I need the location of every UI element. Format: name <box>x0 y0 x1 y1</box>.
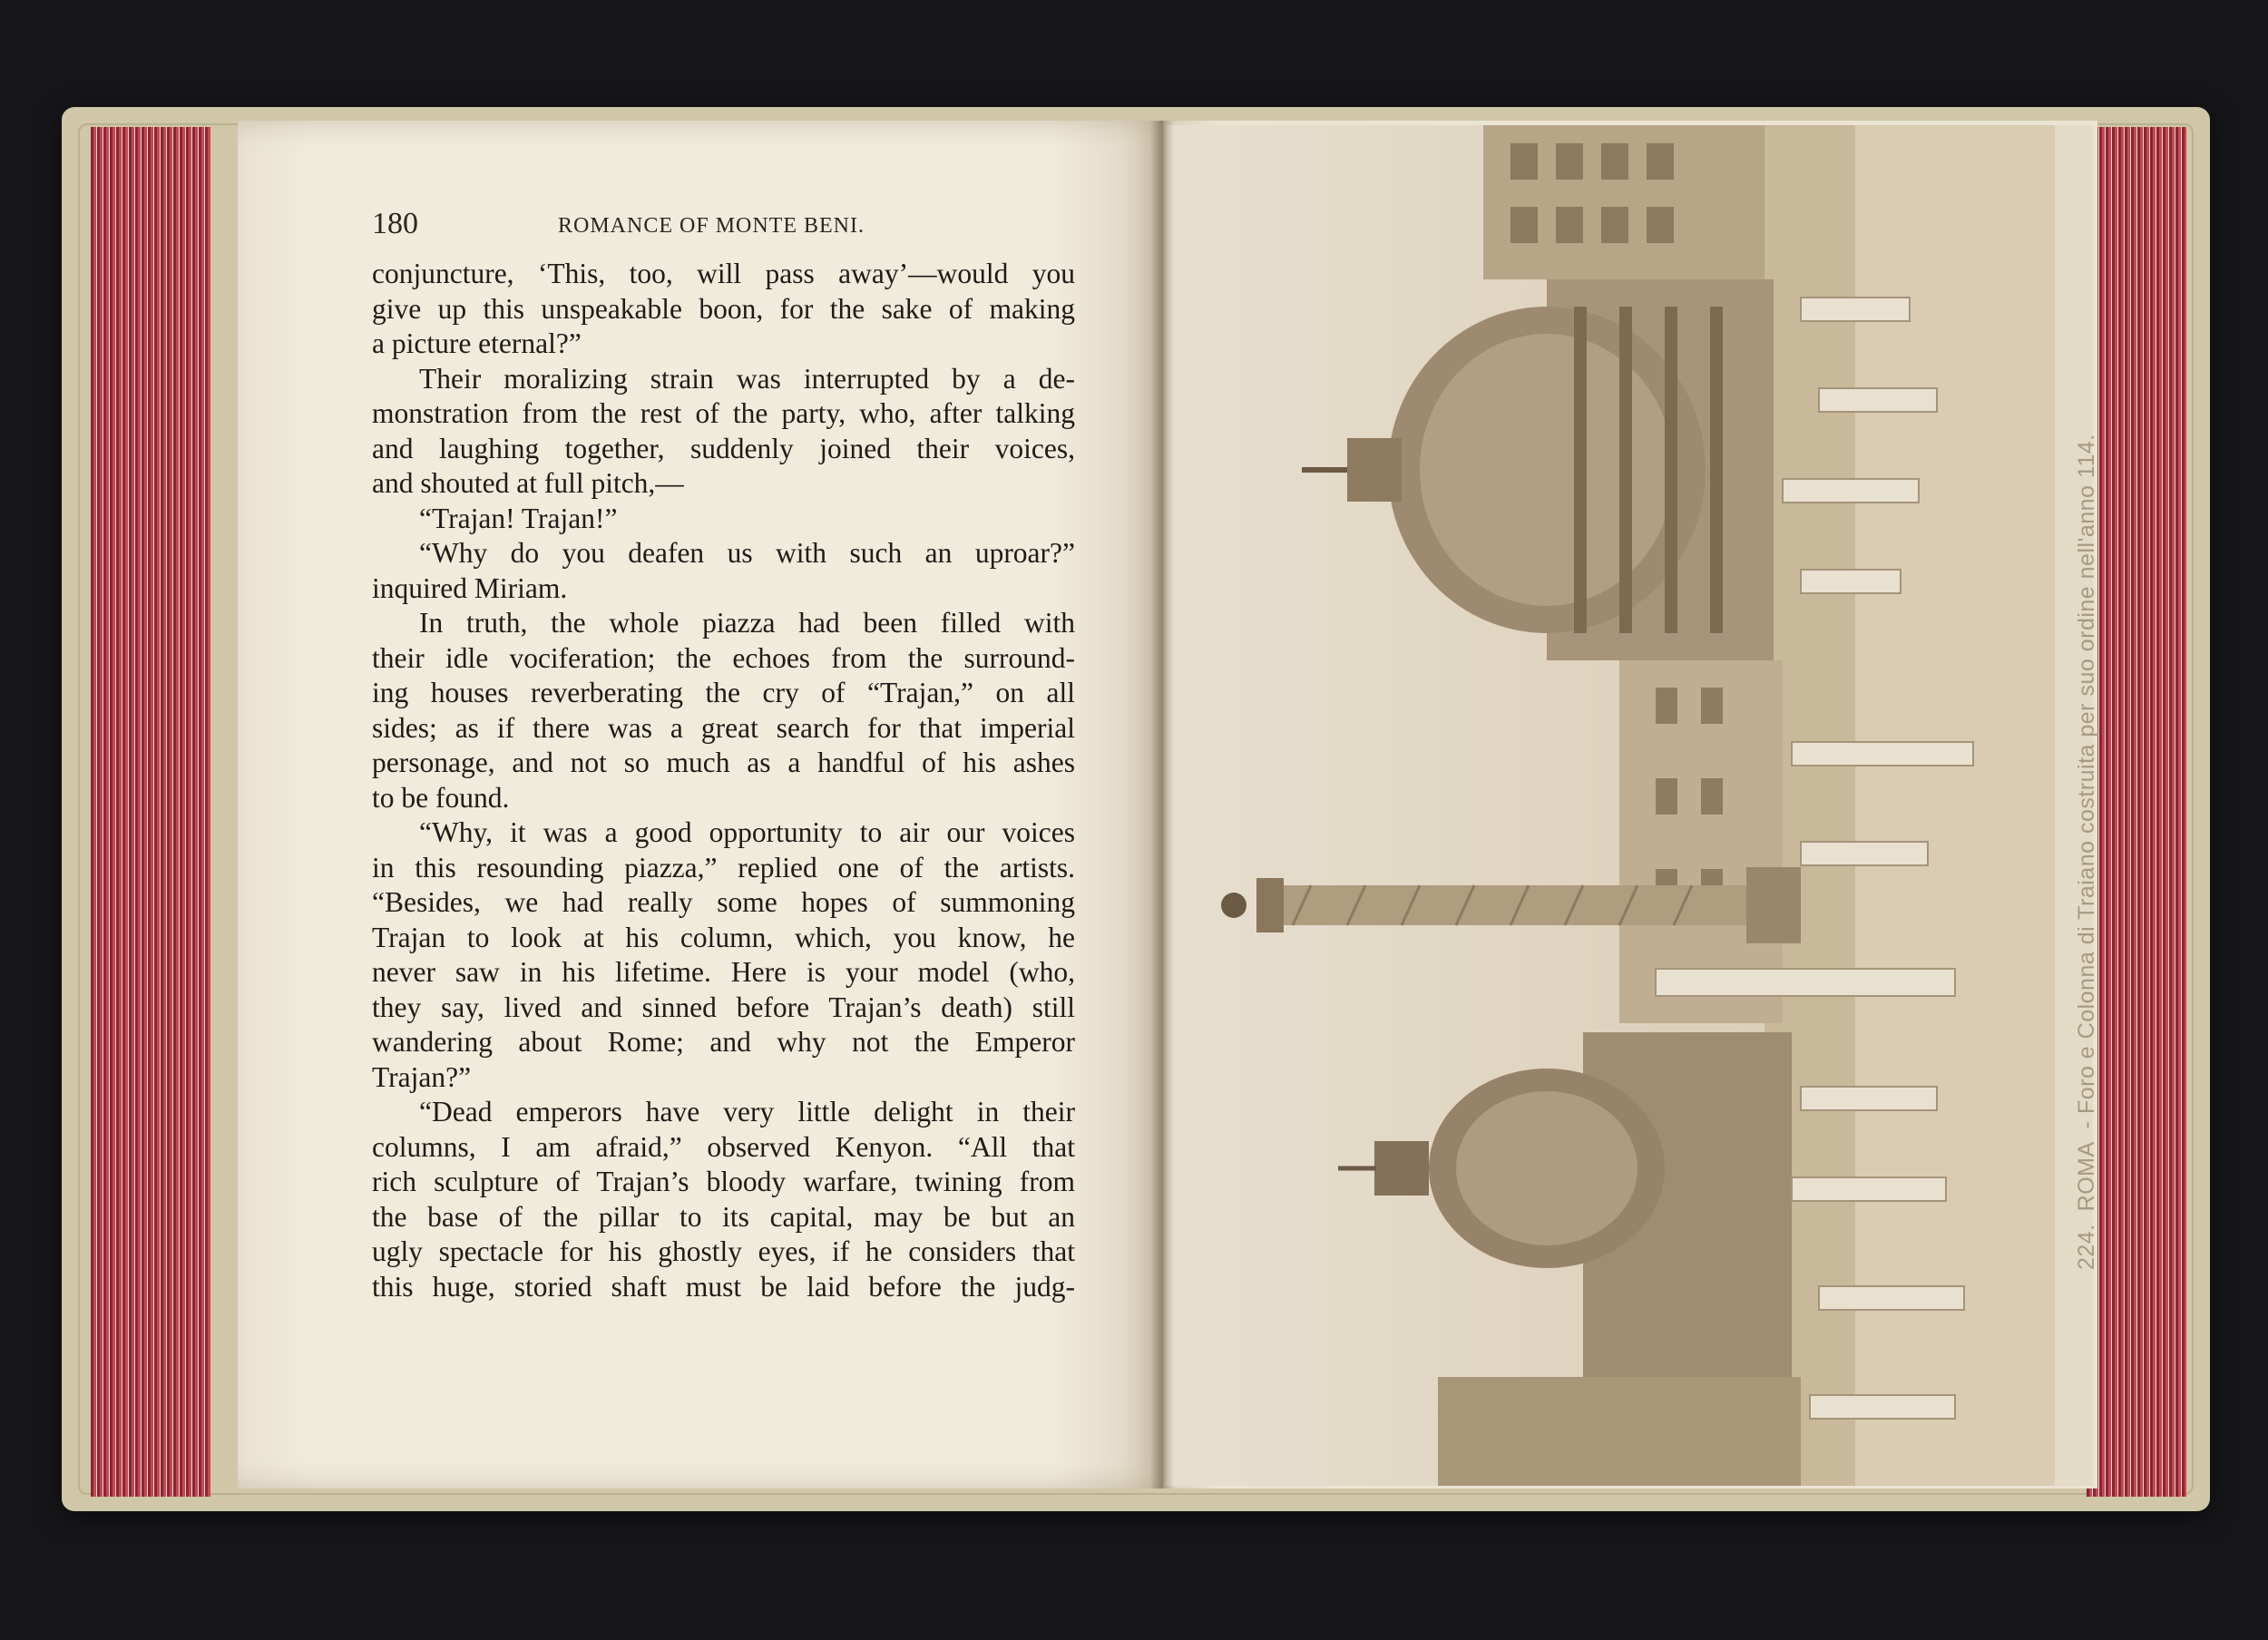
text-line: “Trajan! Trajan!” <box>419 502 618 534</box>
text-line: their idle vociferation; the echoes from the surround- <box>372 641 1075 674</box>
text-line: Their moralizing strain was interrupted by a de- <box>419 362 1075 395</box>
text-line: give up this unspeakable boon, for the sake of making <box>372 292 1075 325</box>
body-text <box>372 257 1075 1304</box>
book-gutter <box>1150 121 1174 1489</box>
text-line: and shouted at full pitch,— <box>372 467 684 499</box>
text-line: they say, lived and sinned before Trajan’s death) still <box>372 991 1075 1023</box>
text-line: a picture eternal?” <box>372 327 582 359</box>
text-line: “Why do you deafen us with such an uproar?” <box>419 537 1075 569</box>
page-edges-right <box>2087 127 2186 1497</box>
text-line: in this resounding piazza,” replied one of the artists. <box>372 851 1075 883</box>
text-line: “Why, it was a good opportunity to air our voices <box>419 816 1075 848</box>
text-line: In truth, the whole piazza had been filled with <box>419 607 1075 639</box>
text-line: columns, I am afraid,” observed Kenyon. “All that <box>372 1130 1075 1163</box>
text-line: and laughing together, suddenly joined their voices, <box>372 432 1075 464</box>
text-line: “Besides, we had really some hopes of summoning <box>372 886 1075 918</box>
text-line: monstration from the rest of the party, who, after talking <box>372 397 1075 429</box>
text-line: “Dead emperors have very little delight in their <box>419 1096 1075 1128</box>
text-line: inquired Miriam. <box>372 571 568 604</box>
text-line: rich sculpture of Trajan’s bloody warfare, twining from <box>372 1166 1075 1197</box>
caption-number: 224. <box>2074 1224 2099 1270</box>
photo-caption <box>2074 421 2100 1270</box>
text-line: never saw in his lifetime. Here is your model (who, <box>372 956 1075 988</box>
photograph-trajan-forum <box>1166 125 2055 1486</box>
text-line: Trajan to look at his column, which, you know, he <box>372 921 1075 953</box>
text-line: ugly spectacle for his ghostly eyes, if he considers that <box>372 1235 1075 1267</box>
text-line: the base of the pillar to its capital, may be but an <box>372 1200 1075 1233</box>
running-head: ROMANCE OF MONTE BENI. <box>558 214 865 238</box>
page-number: 180 <box>372 207 418 240</box>
text-line: Trajan?” <box>372 1060 472 1093</box>
text-line: this huge, storied shaft must be laid before the judg- <box>372 1270 1075 1303</box>
text-line: ing houses reverberating the cry of “Trajan,” on all <box>372 677 1075 708</box>
text-line: sides; as if there was a great search for that imperial <box>372 711 1075 744</box>
text-line: personage, and not so much as a handful of his ashes <box>372 747 1075 778</box>
text-line: wandering about Rome; and why not the Emperor <box>372 1026 1075 1058</box>
text-line: conjuncture, ‘This, too, will pass away’—would you <box>372 258 1075 289</box>
page-edges-left <box>91 127 210 1497</box>
caption-city: ROMA <box>2074 1141 2099 1212</box>
caption-text: - Foro e Colonna di Traiano costruita per suo ordine nell'anno 114. <box>2074 434 2099 1129</box>
text-line: to be found. <box>372 781 510 814</box>
